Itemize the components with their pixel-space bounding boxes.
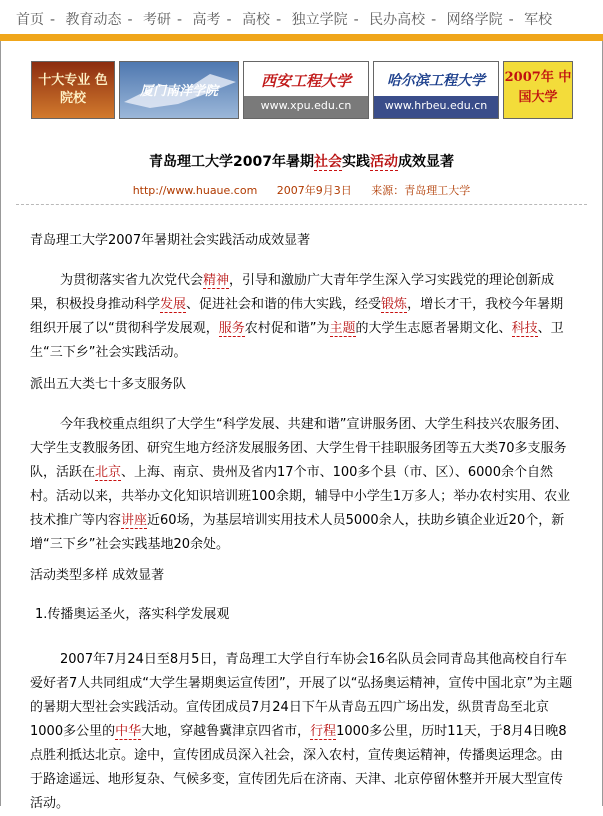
paragraph-2 [30, 413, 575, 557]
keyword-link[interactable]: 行程 [310, 724, 337, 739]
text: 1000多公里，历时 [336, 724, 448, 739]
nav-online[interactable]: 网络学院 [446, 12, 503, 28]
keyword-link[interactable]: 讲座 [121, 513, 148, 528]
text: ，增长才干，我 [407, 297, 499, 312]
keyword-link[interactable]: 主题 [329, 321, 356, 336]
publish-date: 2007年9月3日 [276, 184, 352, 197]
nav-sep: - [353, 12, 359, 28]
ad-harbin-engineering[interactable] [373, 61, 499, 119]
xiamen-nanyang-text: 厦门南洋学院 [139, 84, 218, 99]
text: 暑期文化、 [446, 321, 512, 336]
title-part: 实践 [341, 154, 370, 170]
nav-sep: - [431, 12, 437, 28]
text: 校今年暑期组织开展了以“贯彻科学发展观， [30, 297, 564, 336]
nav-kaoyan[interactable]: 考研 [143, 12, 172, 28]
text: 精神，传播奥运理念。由于路途遥远、地形复杂、气候多变，宣传团先后在济南、天 [30, 748, 564, 787]
keyword-link[interactable]: 服务 [218, 321, 245, 336]
paragraph-1 [30, 269, 575, 365]
text: 今年我校重点组织了大学生“科学发展、共建和谐”宣讲服务团、大学生科技兴农 [60, 417, 516, 432]
text: 、上海、南京、贵州及省内17个市、100多个县（市、 [121, 465, 436, 480]
text: 北京”为主题的暑期大型社会实践活动。宣传团成员7月24日下午从青岛五四广场出发， [30, 676, 573, 715]
ad-2007-ranking[interactable] [503, 61, 573, 119]
text: 11天，于8月4日晚8点胜利抵达北京。途中，宣传团成员深入社会，深入农村，宣传奥运 [30, 724, 567, 763]
top-navigation [0, 0, 603, 36]
section-heading-3: 1.传播奥运圣火，落实科学发展观 [35, 607, 230, 622]
text: 新成果，积极投身推动科学 [30, 273, 555, 312]
keyword-link[interactable]: 科技 [511, 321, 538, 336]
title-keyword[interactable]: 活动 [369, 154, 398, 170]
nav-sep: - [50, 12, 56, 28]
text: 大地，穿越鲁冀津京四省市， [141, 724, 311, 739]
text: 余人，扶助乡镇企业近20个，新增“三下乡”社会实践基地20余处。 [30, 513, 565, 552]
accent-bar [0, 34, 603, 41]
text: 纵贯青岛至北京1000多公里的 [30, 700, 549, 739]
title-part: 成效显著 [397, 154, 454, 170]
article-source: 来源：青岛理工大学 [371, 184, 471, 197]
title-keyword[interactable]: 社会 [313, 154, 342, 170]
text: 近60场，为基层培训实用技术人员5000 [147, 513, 379, 528]
keyword-link[interactable]: 精神 [203, 273, 230, 288]
header-divider [16, 204, 587, 205]
text: 农村促和谐”为 [244, 321, 330, 336]
text: 多人；举办农村实用、农业技术推广等内容 [30, 489, 571, 528]
lead-line: 青岛理工大学2007年暑期社会实践活动成效显著 [30, 233, 311, 248]
keyword-link[interactable]: 中华 [115, 724, 142, 739]
nav-sep: - [276, 12, 282, 28]
nav-sep: - [508, 12, 514, 28]
nav-sep: - [177, 12, 183, 28]
text: 、卫生“三下乡”社会实践活动。 [30, 321, 564, 360]
keyword-link[interactable]: 发展 [160, 297, 187, 312]
keyword-link[interactable]: 锻炼 [381, 297, 408, 312]
nav-military[interactable]: 军校 [524, 12, 553, 28]
text: 大类70多支服务队，活跃在 [30, 441, 567, 480]
nav-home[interactable]: 首页 [16, 12, 44, 28]
section-heading-2: 活动类型多样 成效显著 [30, 568, 165, 583]
ad-xian-polytechnic[interactable] [243, 61, 369, 119]
nav-education-news[interactable]: 教育动态 [65, 12, 122, 28]
nav-colleges[interactable]: 高校 [242, 12, 271, 28]
text: 服务团、大学生支教服务团、研究生地方经济发展服务团、大学生骨干挂职服务团等五 [30, 417, 568, 456]
paragraph-3 [30, 648, 575, 816]
xian-polytechnic-url: www.xpu.edu.cn [260, 99, 352, 112]
article-meta [0, 182, 603, 198]
ad-xiamen-nanyang[interactable] [119, 61, 239, 119]
article-title [0, 151, 603, 171]
keyword-link[interactable]: 北京 [95, 465, 122, 480]
banner-ads [0, 41, 603, 141]
title-part: 青岛理工大学2007年暑期 [149, 154, 314, 170]
xian-polytechnic-text: 西安工程大学 [260, 72, 351, 90]
text: 、促进社会和谐的伟大实践，经受 [186, 297, 382, 312]
text: 为贯彻落实省九次党代会 [60, 273, 204, 288]
ranking-badge-text: 2007年 中国大学 [504, 70, 572, 105]
text: 区）、6000余个自然村。活动以来，共举办文化知识培训班100余期，辅导中小学生1万 [30, 465, 553, 504]
text: 车爱好者7人共同组成“大学生暑期奥运宣传团”，开展了以“弘扬奥运精神，宣传中国 [30, 652, 567, 691]
text: 2007年7月24日至8月5日，青岛理工大学自行车协会16名队员会同青岛其他高校自行 [60, 652, 554, 667]
harbin-engineering-text: 哈尔滨工程大学 [387, 73, 485, 89]
nav-sep: - [226, 12, 232, 28]
source-url[interactable]: http://www.huaue.com [132, 184, 258, 197]
nav-row [16, 9, 558, 29]
text: ，引导和激励广大青年学生深入学习实践党的理论创 [229, 273, 529, 288]
college-badge-text: 十大专业 色院校 [38, 73, 108, 106]
nav-private[interactable]: 民办高校 [369, 12, 426, 28]
nav-sep: - [127, 12, 133, 28]
text: 津、北京停留休整并开展大型宣传活动。 [30, 772, 564, 811]
harbin-engineering-url: www.hrbeu.edu.cn [384, 99, 488, 112]
ad-college-badge[interactable] [31, 61, 115, 119]
nav-gaokao[interactable]: 高考 [192, 12, 221, 28]
text: 的大学生志愿者 [355, 321, 447, 336]
section-heading-1: 派出五大类七十多支服务队 [30, 377, 187, 392]
nav-independent[interactable]: 独立学院 [291, 12, 348, 28]
